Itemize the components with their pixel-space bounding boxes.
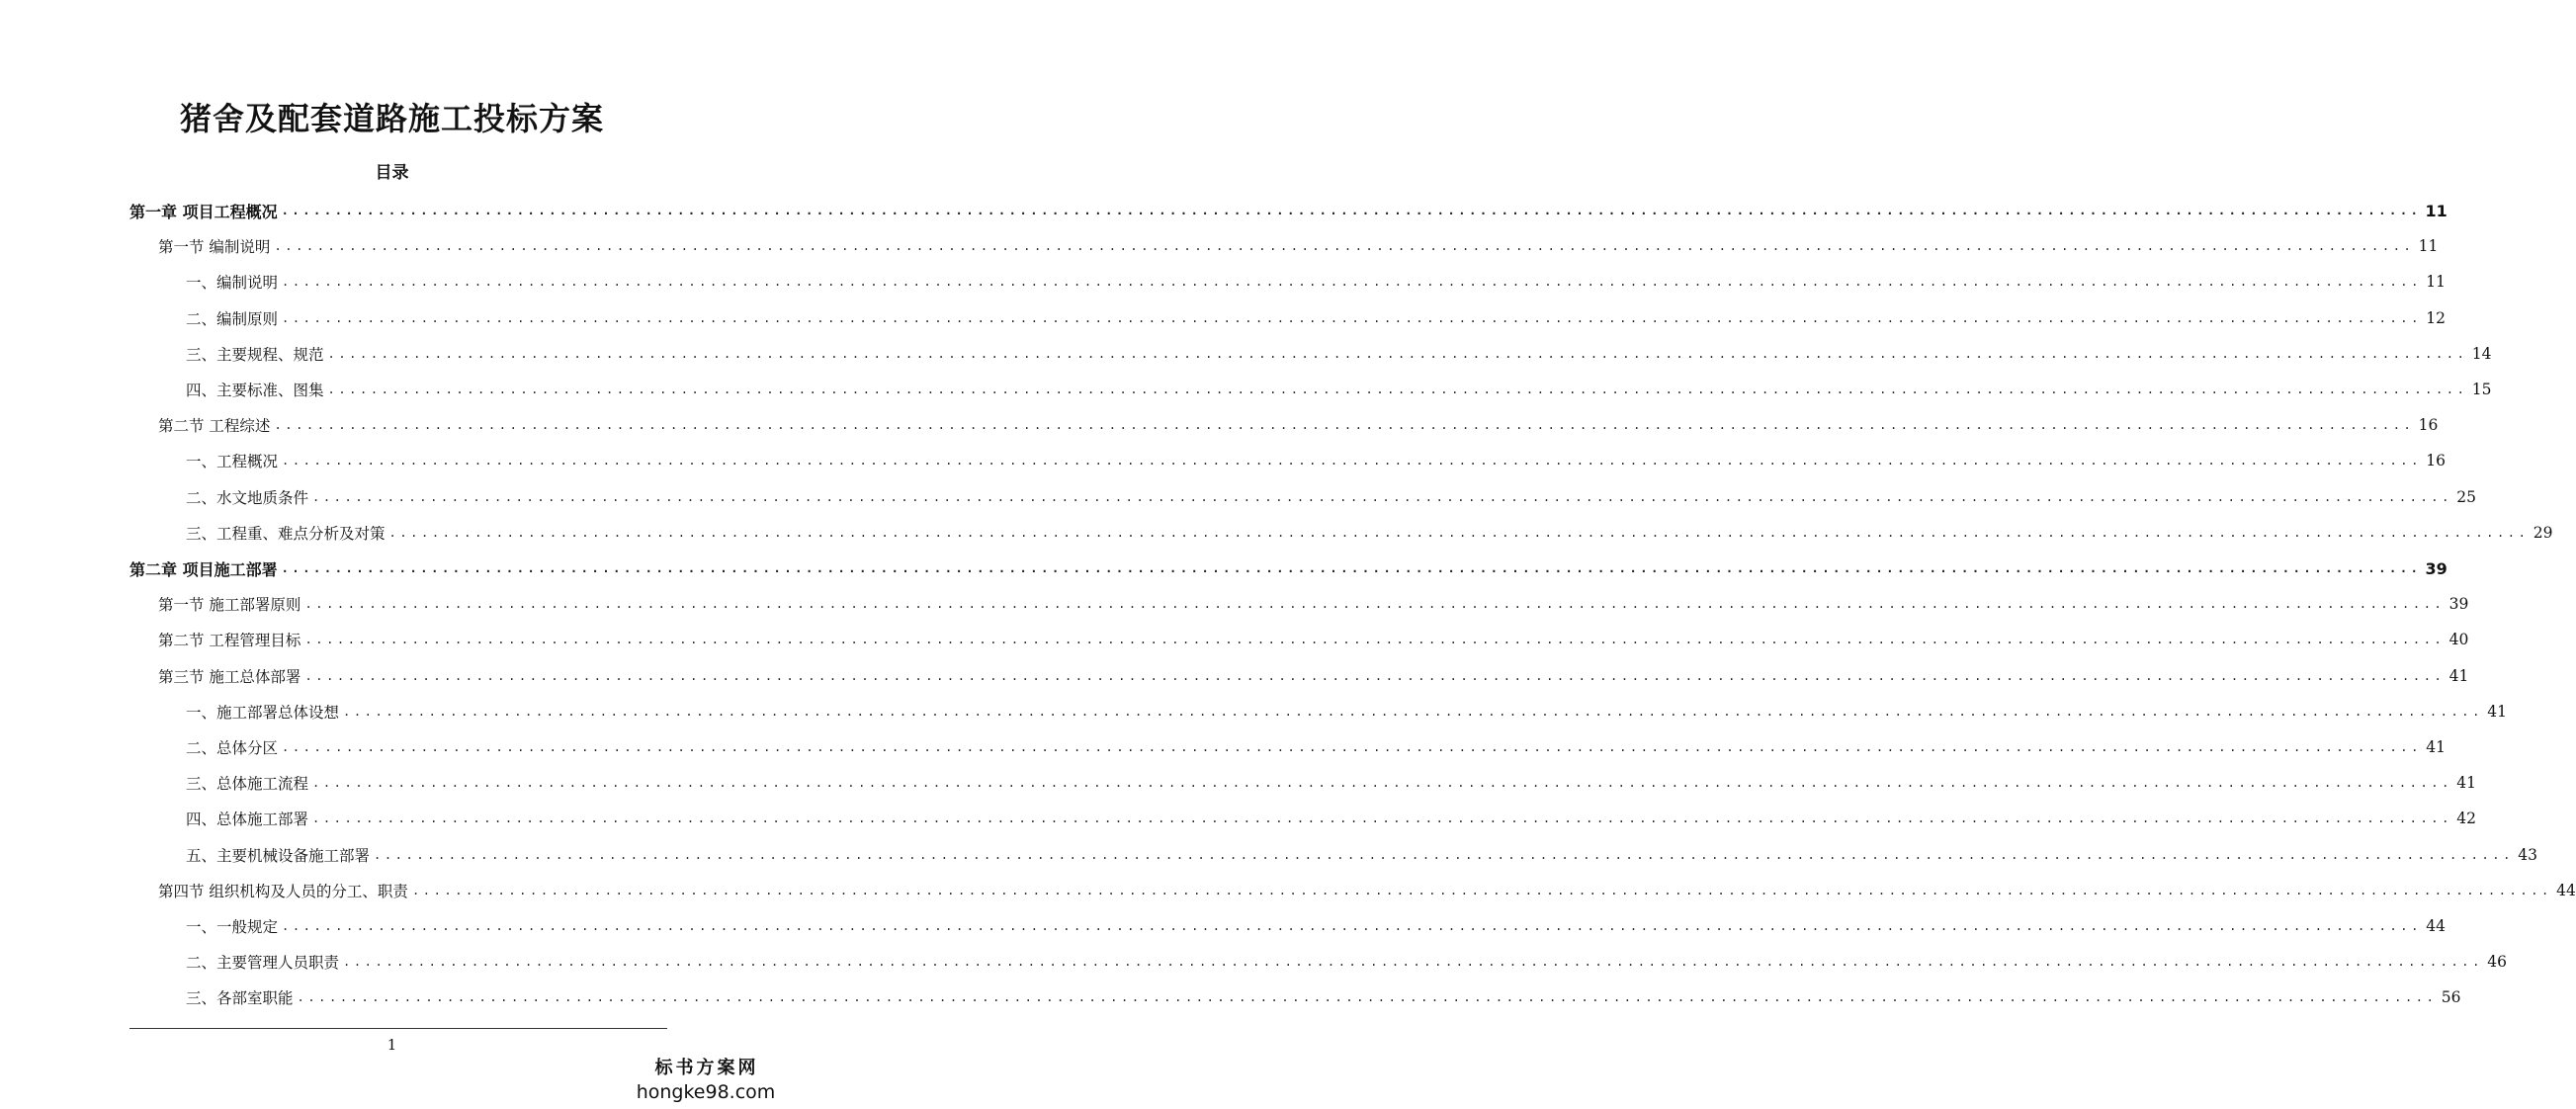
document-title: 猪舍及配套道路施工投标方案 (179, 100, 604, 137)
toc-entry-page: 39 (2425, 558, 2447, 578)
toc-entry[interactable] (129, 196, 2447, 225)
toc-entry-label: 第二节 工程综述 (158, 417, 271, 436)
toc-entry-label: 一、一般规定 (186, 918, 279, 936)
toc-entry-page: 29 (2533, 523, 2553, 542)
toc-dot-leader: ........................................................................................................................................................................................................ (282, 454, 2422, 469)
toc-dot-leader: ........................................................................................................................................................................................................ (343, 955, 2483, 970)
toc-entry[interactable] (158, 231, 2439, 261)
toc-entry-label: 第一节 编制说明 (158, 238, 271, 257)
toc-entry[interactable] (186, 446, 2446, 475)
toc-entry-page: 14 (2471, 344, 2492, 363)
toc-entry-page: 42 (2456, 810, 2476, 828)
toc-dot-leader: ........................................................................................................................................................................................................ (282, 740, 2422, 754)
toc-entry[interactable] (186, 518, 2553, 548)
toc-dot-leader: ........................................................................................................................................................................................................ (411, 883, 2552, 897)
toc-heading: 目录 (375, 163, 409, 183)
toc-dot-leader: ........................................................................................................................................................................................................ (327, 383, 2468, 396)
toc-entry-page: 11 (2426, 273, 2446, 292)
toc-entry-label: 三、工程重、难点分析及对策 (186, 524, 386, 543)
watermark-domain: hongke98.com (636, 1081, 776, 1103)
toc-dot-leader: ........................................................................................................................................................................................................ (312, 776, 2452, 791)
toc-entry-label: 三、总体施工流程 (186, 775, 309, 794)
toc-dot-leader: ........................................................................................................................................................................................................ (388, 525, 2530, 540)
toc-dot-leader: ........................................................................................................................................................................................................ (281, 204, 2422, 217)
toc-dot-leader: ........................................................................................................................................................................................................ (282, 275, 2422, 290)
toc-entry[interactable] (158, 625, 2469, 654)
toc-entry-label: 一、工程概况 (186, 453, 279, 471)
toc-entry-label: 一、编制说明 (186, 274, 279, 293)
toc-dot-leader: ........................................................................................................................................................................................................ (304, 597, 2446, 612)
toc-entry[interactable] (186, 339, 2492, 369)
toc-entry[interactable] (186, 303, 2446, 333)
toc-entry-page: 44 (2426, 917, 2446, 935)
toc-entry-label: 四、总体施工部署 (186, 810, 309, 829)
toc-entry[interactable] (186, 947, 2507, 977)
toc-entry-page: 16 (2418, 416, 2439, 435)
toc-entry[interactable] (186, 267, 2446, 297)
toc-entry-label: 二、总体分区 (186, 739, 279, 757)
toc-entry-page: 15 (2471, 381, 2492, 398)
toc-entry[interactable] (129, 554, 2447, 583)
toc-entry-label: 第一节 施工部署原则 (158, 596, 301, 615)
toc-entry[interactable] (186, 768, 2476, 798)
watermark-site-name: 标书方案网 (654, 1058, 759, 1078)
toc-entry-label: 一、施工部署总体设想 (186, 703, 340, 722)
toc-entry-label: 三、各部室职能 (186, 989, 294, 1008)
toc-entry[interactable] (186, 982, 2461, 1012)
toc-entry-label: 四、主要标准、图集 (186, 382, 324, 399)
toc-entry[interactable] (158, 876, 2576, 905)
toc-entry[interactable] (186, 732, 2446, 762)
toc-entry-page: 40 (2448, 631, 2469, 649)
toc-entry-page: 16 (2426, 452, 2446, 470)
page-number: 1 (386, 1036, 397, 1054)
toc-entry-page: 12 (2426, 308, 2446, 327)
toc-entry-label: 二、主要管理人员职责 (186, 954, 340, 973)
toc-entry-label: 二、编制原则 (186, 309, 279, 328)
toc-entry-label: 三、主要规程、规范 (186, 345, 324, 364)
toc-entry[interactable] (186, 482, 2476, 512)
toc-entry-label: 第二章 项目施工部署 (129, 559, 278, 579)
toc-entry-label: 二、水文地质条件 (186, 488, 309, 507)
toc-entry-page: 46 (2487, 953, 2507, 972)
toc-entry-label: 第三节 施工总体部署 (158, 667, 301, 686)
toc-dot-leader: ........................................................................................................................................................................................................ (274, 418, 2415, 433)
toc-entry-page: 41 (2448, 666, 2469, 685)
toc-dot-leader: ........................................................................................................................................................................................................ (282, 919, 2422, 933)
toc-dot-leader: ........................................................................................................................................................................................................ (297, 990, 2438, 1005)
toc-entry-page: 56 (2441, 988, 2461, 1007)
toc-entry-page: 41 (2456, 774, 2476, 793)
toc-dot-leader: ........................................................................................................................................................................................................ (312, 489, 2452, 504)
toc-dot-leader: ........................................................................................................................................................................................................ (304, 633, 2446, 647)
footer-divider (129, 1028, 667, 1029)
toc-dot-leader: ........................................................................................................................................................................................................ (281, 561, 2422, 575)
toc-entry-label: 第一章 项目工程概况 (129, 202, 278, 221)
toc-dot-leader: ........................................................................................................................................................................................................ (274, 239, 2415, 254)
toc-entry-label: 第二节 工程管理目标 (158, 632, 301, 650)
toc-dot-leader: ........................................................................................................................................................................................................ (374, 847, 2514, 862)
toc-entry-label: 五、主要机械设备施工部署 (186, 846, 371, 865)
toc-entry-page: 41 (2426, 738, 2446, 756)
toc-entry[interactable] (186, 804, 2476, 833)
toc-entry[interactable] (186, 697, 2507, 726)
toc-entry-page: 41 (2487, 702, 2507, 721)
toc-entry-page: 11 (2425, 201, 2447, 220)
toc-dot-leader: ........................................................................................................................................................................................................ (343, 704, 2483, 719)
toc-entry[interactable] (158, 589, 2469, 619)
toc-dot-leader: ........................................................................................................................................................................................................ (282, 310, 2422, 325)
toc-entry-page: 43 (2518, 845, 2537, 864)
toc-dot-leader: ........................................................................................................................................................................................................ (312, 811, 2452, 826)
toc-entry[interactable] (186, 840, 2537, 870)
toc-entry[interactable] (186, 911, 2446, 941)
toc-dot-leader: ........................................................................................................................................................................................................ (327, 346, 2468, 361)
toc-entry-label: 第四节 组织机构及人员的分工、职责 (158, 882, 408, 900)
toc-entry[interactable] (186, 375, 2492, 404)
toc-entry[interactable] (158, 410, 2439, 440)
toc-entry[interactable] (158, 661, 2469, 691)
toc-entry-page: 25 (2456, 487, 2476, 506)
toc-entry-page: 11 (2418, 237, 2439, 256)
toc-dot-leader: ........................................................................................................................................................................................................ (304, 668, 2446, 683)
toc-entry-page: 39 (2448, 595, 2469, 614)
toc-entry-page: 44 (2556, 881, 2576, 899)
